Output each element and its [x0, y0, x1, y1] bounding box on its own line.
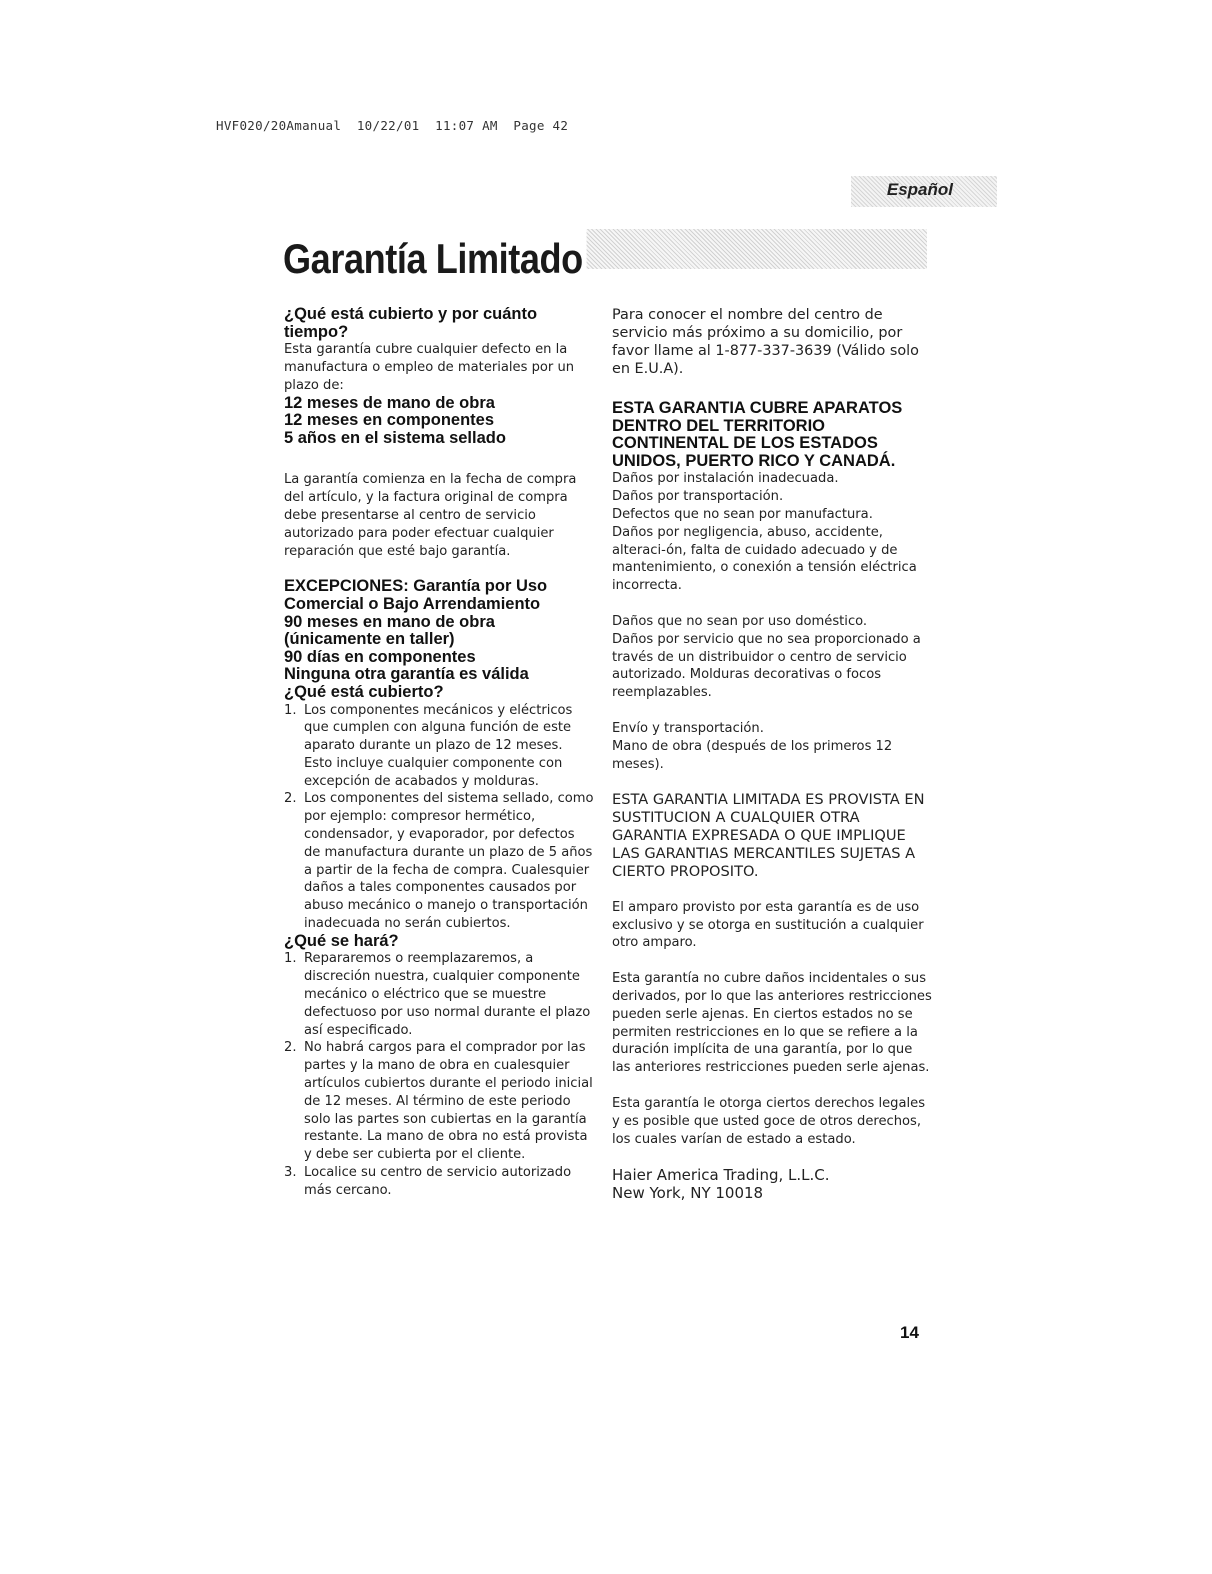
spacer — [612, 595, 932, 613]
list-item — [284, 1039, 594, 1164]
service-center-text: Para conocer el nombre del centro de servicio más próximo a su domicilio, por favor llame al 1-877-337-3639 (Válido solo en E.U.A). — [612, 307, 919, 377]
exception-labor: 90 meses en mano de obra (únicamente en taller) — [284, 612, 495, 649]
term-sealed-system: 5 años en el sistema sellado — [284, 428, 506, 447]
list-number: 2. — [284, 1040, 297, 1056]
territory-heading: ESTA GARANTIA CUBRE APARATOS DENTRO DEL TERRITORIO CONTINENTAL DE LOS ESTADOS UNIDOS, PUERTO RICO Y CANADÁ. — [612, 399, 903, 470]
exclusion-item: Daños por transportación. — [612, 489, 784, 505]
list-item — [284, 702, 594, 791]
spacer — [612, 881, 932, 899]
spacer — [612, 1077, 932, 1095]
list-text: Los componentes mecánicos y eléctricos que cumplen con alguna función de este aparato durante un plazo de 12 meses. Esto incluye cualquier componente con excepción de acabados y molduras. — [304, 702, 573, 789]
covered-heading: ¿Qué está cubierto? — [284, 682, 444, 701]
covered-list — [284, 702, 594, 933]
list-text: Localice su centro de servicio autorizado más cercano. — [304, 1165, 572, 1198]
coverage-heading: ¿Qué está cubierto y por cuánto tiempo? — [284, 305, 538, 341]
list-item — [284, 1164, 594, 1200]
exclusion-item: Envío y transportación. — [612, 720, 764, 736]
list-text: Repararemos o reemplazaremos, a discreción nuestra, cualquier componente mecánico o eléctrico que se muestre defectuoso por uso normal durante el plazo así especificado. — [304, 951, 591, 1038]
company-city: New York, NY 10018 — [612, 1184, 764, 1203]
spacer — [284, 560, 594, 578]
company-name: Haier America Trading, L.L.C. — [612, 1166, 830, 1185]
page-number: 14 — [900, 1323, 919, 1342]
done-list — [284, 950, 594, 1199]
page-title: Garantía Limitado — [283, 224, 586, 294]
limited-warranty-statement: ESTA GARANTIA LIMITADA ES PROVISTA EN SUSTITUCION A CUALQUIER OTRA GARANTIA EXPRESADA O QUE IMPLIQUE LAS GARANTIAS MERCANTILES SUJETAS A CIERTO PROPOSITO. — [612, 791, 925, 880]
spacer — [284, 447, 594, 471]
language-label: Español — [886, 180, 953, 199]
list-number: 1. — [284, 951, 297, 967]
protection-text: El amparo provisto por esta garantía es de uso exclusivo y se otorga en sustitución a cualquier otro amparo. — [612, 899, 924, 951]
language-tab — [851, 176, 997, 207]
done-heading: ¿Qué se hará? — [284, 931, 399, 950]
coverage-intro: Esta garantía cubre cualquier defecto en la manufactura o empleo de materiales por un plazo de: — [284, 342, 575, 393]
exclusion-item: Mano de obra (después de los primeros 12 meses). — [612, 738, 893, 772]
legal-rights-text: Esta garantía le otorga ciertos derechos legales y es posible que usted goce de otros derechos, los cuales varían de estado a estado. — [612, 1096, 926, 1147]
exception-no-other: Ninguna otra garantía es válida — [284, 665, 529, 684]
exclusion-item: Defectos que no sean por manufactura. — [612, 506, 873, 522]
list-item — [284, 950, 594, 1039]
exceptions-heading: EXCEPCIONES: Garantía por Uso Comercial o Bajo Arrendamiento — [284, 577, 548, 613]
exclusion-item: Daños por servicio que no sea proporcionado a través de un distribuidor o centro de servicio autorizado. Molduras decorativas o focos reemplazables. — [612, 631, 921, 701]
spacer — [612, 378, 932, 400]
spacer — [612, 773, 932, 791]
incidental-damages-text: Esta garantía no cubre daños incidentales o sus derivados, por lo que las anteriores restricciones pueden serle ajenas. En ciertos estados no se permiten restricciones en lo que se refiere a la duración implícita de una garantía, por lo que las anteriores restricciones pueden serle ajenas. — [612, 971, 932, 1076]
list-text: No habrá cargos para el comprador por las partes y la mano de obra en cualesquier artículos cubiertos durante el periodo inicial de 12 meses. Al término de este periodo solo las partes son cubiertas en la garantía restante. La mano de obra no está provista y debe ser cubierta por el cliente. — [304, 1040, 593, 1163]
spacer — [612, 1148, 932, 1166]
term-components: 12 meses en componentes — [284, 411, 495, 430]
exclusion-item: Daños por negligencia, abuso, accidente, alteraci-ón, falta de cuidado adecuado y de mantenimiento, o conexión a tensión eléctrica incorrecta. — [612, 524, 917, 594]
warranty-start-text: La garantía comienza en la fecha de compra del artículo, y la factura original de compra debe presentarse al centro de servicio autorizado para poder efectuar cualquier reparación que esté bajo garantía. — [284, 472, 577, 559]
list-number: 3. — [284, 1165, 297, 1181]
list-number: 2. — [284, 791, 297, 807]
exception-components: 90 días en componentes — [284, 647, 476, 666]
print-stamp: HVF020/20Amanual 10/22/01 11:07 AM Page 42 — [216, 118, 569, 133]
exclusion-item: Daños por instalación inadecuada. — [612, 471, 839, 487]
list-number: 1. — [284, 702, 297, 718]
list-item — [284, 790, 594, 932]
spacer — [612, 952, 932, 970]
term-labor: 12 meses de mano de obra — [284, 393, 495, 412]
right-column — [612, 306, 932, 1202]
exclusion-item: Daños que no sean por uso doméstico. — [612, 613, 868, 629]
list-text: Los componentes del sistema sellado, como por ejemplo: compresor hermético, condensador, y evaporador, por defectos de manufactura durante un plazo de 5 años a partir de la fecha de compra. Cualesquier daños a tales componentes causados por abuso mecánico o manejo o transportación inadecuada no serán cubiertos. — [304, 791, 594, 932]
spacer — [612, 702, 932, 720]
left-column — [284, 306, 594, 1200]
